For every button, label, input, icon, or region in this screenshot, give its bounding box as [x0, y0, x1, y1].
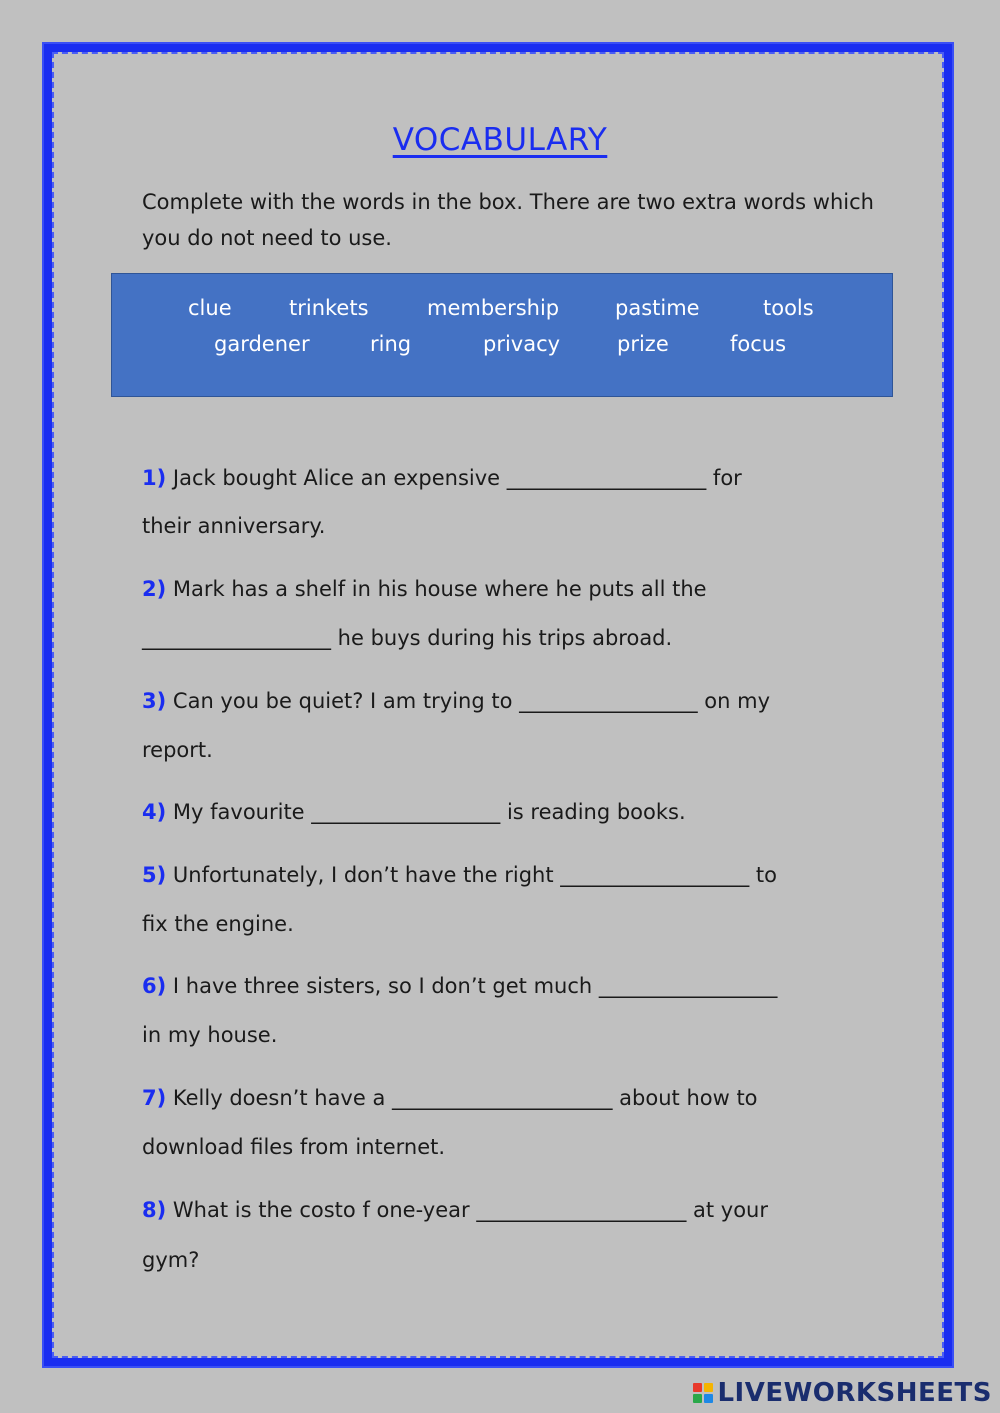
question-number: 8) — [142, 1198, 167, 1222]
question-text: What is the costo f one-year ____________________ at your — [172, 1198, 768, 1222]
question-number: 4) — [142, 800, 167, 824]
question-5-line-2: fix the engine. — [142, 912, 294, 936]
question-5-line-1 — [142, 863, 777, 887]
word-box — [111, 273, 893, 397]
logo-square — [693, 1383, 702, 1392]
word-box-item: focus — [730, 332, 787, 356]
word-box-item: ring — [370, 332, 412, 356]
word-box-item: tools — [763, 296, 814, 320]
question-2-line-1 — [142, 577, 707, 601]
liveworksheets-logo[interactable] — [693, 1377, 992, 1409]
question-text: Kelly doesn’t have a _____________________ about how to — [172, 1086, 758, 1110]
question-number: 6) — [142, 974, 167, 998]
question-1-line-1 — [142, 466, 742, 490]
question-3-line-1 — [142, 689, 770, 713]
question-8-line-1 — [142, 1198, 768, 1222]
question-number: 5) — [142, 863, 167, 887]
question-number: 1) — [142, 466, 167, 490]
question-2-line-2: __________________ he buys during his trips abroad. — [142, 626, 673, 650]
question-4-line-1 — [142, 800, 686, 824]
question-number: 2) — [142, 577, 167, 601]
logo-square — [693, 1394, 702, 1403]
logo-square — [704, 1383, 713, 1392]
word-box-item: gardener — [214, 332, 310, 356]
question-8-line-2: gym? — [142, 1248, 200, 1272]
question-text: I have three sisters, so I don’t get much _________________ — [172, 974, 778, 998]
question-text: Mark has a shelf in his house where he puts all the — [172, 577, 707, 601]
instructions-text: Complete with the words in the box. There are two extra words which you do not need to use. — [142, 190, 874, 250]
question-7-line-1 — [142, 1086, 758, 1110]
word-box-item: membership — [427, 296, 560, 320]
question-number: 7) — [142, 1086, 167, 1110]
question-7-line-2: download files from internet. — [142, 1135, 446, 1159]
liveworksheets-logo-icon — [693, 1383, 713, 1403]
question-number: 3) — [142, 689, 167, 713]
question-text: My favourite __________________ is reading books. — [172, 800, 686, 824]
word-box-item: privacy — [483, 332, 561, 356]
question-text: Unfortunately, I don’t have the right __________________ to — [172, 863, 778, 887]
word-box-item: prize — [617, 332, 669, 356]
question-6-line-1 — [142, 974, 777, 998]
question-6-line-2: in my house. — [142, 1023, 278, 1047]
word-box-item: pastime — [615, 296, 700, 320]
question-1-line-2: their anniversary. — [142, 514, 326, 538]
logo-square — [704, 1394, 713, 1403]
word-box-item: trinkets — [289, 296, 369, 320]
word-box-item: clue — [188, 296, 232, 320]
question-3-line-2: report. — [142, 738, 213, 762]
worksheet-title: VOCABULARY — [392, 122, 608, 158]
liveworksheets-brand-text: LIVEWORKSHEETS — [717, 1378, 992, 1408]
question-text: Jack bought Alice an expensive ___________________ for — [172, 466, 742, 490]
question-text: Can you be quiet? I am trying to _________________ on my — [172, 689, 771, 713]
